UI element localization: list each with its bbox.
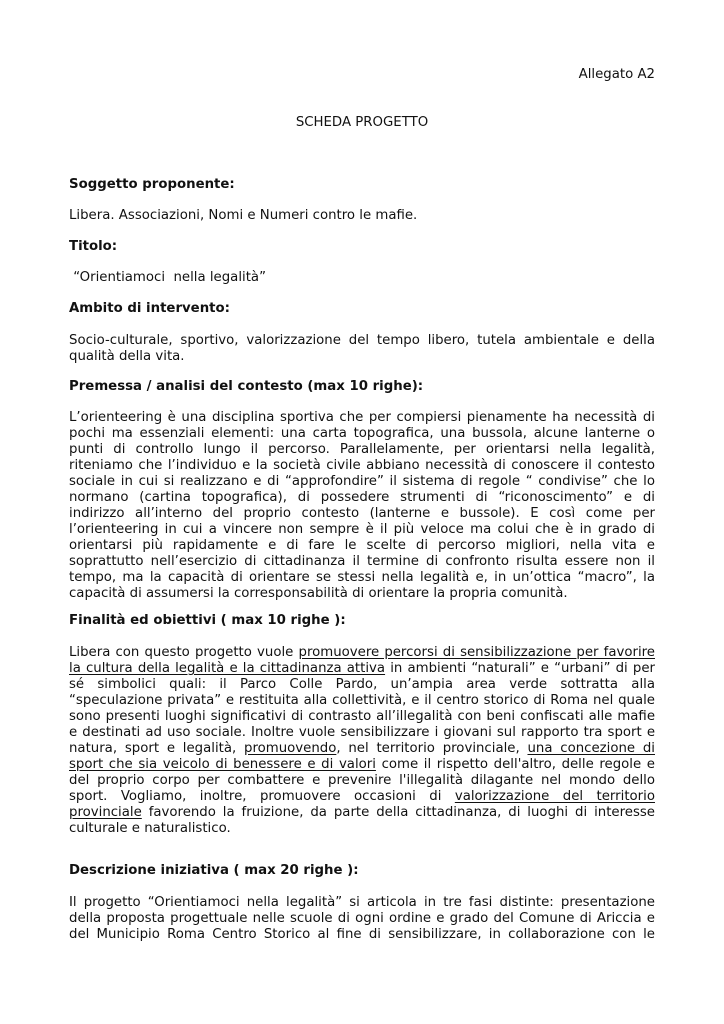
section-heading-premessa: Premessa / analisi del contesto (max 10 righe): <box>69 379 424 394</box>
descrizione-line: Il progetto “Orientiamoci nella legalità” si articola in tre fasi distinte: presentazione <box>69 895 655 910</box>
underlined-text: valorizzazione del territorio <box>454 789 655 804</box>
finalita-line: sport. Vogliamo, inoltre, promuovere occasioni di valorizzazione del territorio <box>69 789 655 804</box>
document-title: SCHEDA PROGETTO <box>295 115 429 130</box>
underlined-text: la cultura della legalità e la cittadinanza attiva <box>69 661 386 676</box>
premessa-line: orientarsi più rapidamente e di fare le scelte di percorso migliori, nella vita e <box>69 538 655 553</box>
descrizione-line: del Municipio Roma Centro Storico al fine di sensibilizzare, in collaborazione con le <box>69 927 655 942</box>
finalita-line: Libera con questo progetto vuole promuovere percorsi di sensibilizzazione per favorire <box>69 645 655 660</box>
finalita-line: “speculazione privata” e restituita alla collettività, e il centro storico di Roma nel quale <box>69 693 655 708</box>
section-heading-soggetto: Soggetto proponente: <box>69 177 235 192</box>
finalita-line: del proprio corpo per combattere e prevenire l'illegalità dilagante nel mondo dello <box>69 773 655 788</box>
premessa-line: tempo, ma la capacità di orientare se stessi nella legalità e, in un’ottica “macro”, la <box>69 570 655 585</box>
section-heading-ambito: Ambito di intervento: <box>69 301 230 316</box>
premessa-line: capacità di assumersi la corresponsabilità di orientare la propria comunità. <box>69 586 568 601</box>
premessa-line: riteniamo che l’individuo e la società civile abbiano necessità di conoscere il contesto <box>69 458 655 473</box>
finalita-line: la cultura della legalità e la cittadinanza attiva in ambienti “naturali” e “urbani” di per <box>69 661 655 676</box>
attachment-label: Allegato A2 <box>578 67 655 82</box>
finalita-line: culturale e naturalistico. <box>69 821 231 836</box>
finalita-line: e destinati ad uso sociale. Inoltre vuole sensibilizzare i giovani sul rapporto tra sport e <box>69 725 655 740</box>
finalita-line: natura, sport e legalità, promuovendo, nel territorio provinciale, una concezione di <box>69 741 655 756</box>
soggetto-text: Libera. Associazioni, Nomi e Numeri contro le mafie. <box>69 208 418 223</box>
underlined-text: promuovendo <box>244 741 337 756</box>
titolo-text: “Orientiamoci nella legalità” <box>69 270 266 285</box>
premessa-line: indirizzo all’interno del proprio contesto (lanterne e bussole). E così come per <box>69 506 655 521</box>
finalita-line: sé simbolici quali: il Parco Colle Pardo, un’ampia area verde sottratta alla <box>69 677 655 692</box>
premessa-line: normano (cartina topografica), di possedere strumenti di “riconoscimento” e di <box>69 490 655 505</box>
premessa-line: punti di controllo lungo il percorso. Parallelamente, per orientarsi nella legalità, <box>69 442 655 457</box>
underlined-text: promuovere percorsi di sensibilizzazione per favorire <box>298 645 655 660</box>
premessa-line: soprattutto nell’esercizio di cittadinanza il termine di confronto risulta essere non il <box>69 554 655 569</box>
underlined-text: sport che sia veicolo di benessere e di valori <box>69 757 376 772</box>
section-heading-descrizione: Descrizione iniziativa ( max 20 righe ): <box>69 863 359 878</box>
premessa-line: sociale in cui si realizzano e di “approfondire” il sistema di regole “ condivise” che lo <box>69 474 655 489</box>
premessa-line: l’orienteering in cui a vincere non sempre è il più veloce ma colui che è in grado di <box>69 522 655 537</box>
ambito-line: qualità della vita. <box>69 349 185 364</box>
premessa-line: pochi ma essenziali elementi: una carta topografica, una bussola, alcune lanterne o <box>69 426 655 441</box>
ambito-line: Socio-culturale, sportivo, valorizzazione del tempo libero, tutela ambientale e della <box>69 333 655 348</box>
finalita-line: sono presenti luoghi significativi di contrasto all’illegalità con beni confiscati alle mafie <box>69 709 655 724</box>
underlined-text: una concezione di <box>527 741 655 756</box>
section-heading-finalita: Finalità ed obiettivi ( max 10 righe ): <box>69 613 346 628</box>
section-heading-titolo: Titolo: <box>69 239 118 254</box>
premessa-line: L’orienteering è una disciplina sportiva che per compiersi pienamente ha necessità di <box>69 410 655 425</box>
descrizione-line: della proposta progettuale nelle scuole di ogni ordine e grado del Comune di Ariccia e <box>69 911 655 926</box>
underlined-text: provinciale <box>69 805 142 820</box>
finalita-line: provinciale favorendo la fruizione, da parte della cittadinanza, di luoghi di interesse <box>69 805 655 820</box>
finalita-line: sport che sia veicolo di benessere e di valori come il rispetto dell'altro, delle regole e <box>69 757 655 772</box>
